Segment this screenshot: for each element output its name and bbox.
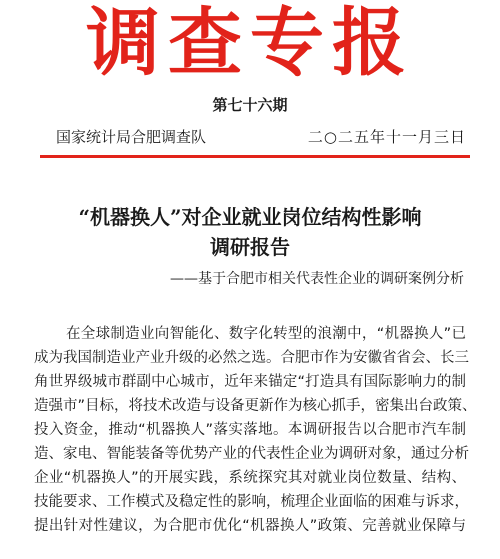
body-line: 技能要求、工作模式及稳定性的影响，梳理企业面临的困难与诉求， bbox=[34, 494, 469, 510]
body-line: 成为我国制造业产业升级的必然之选。合肥市作为安徽省省会、长三 bbox=[34, 350, 469, 366]
body-line: 角世界级城市群副中心城市，近年来锚定“打造具有国际影响力的制 bbox=[34, 374, 466, 390]
body-line: 提出针对性建议，为合肥市优化“机器换人”政策、完善就业保障与 bbox=[34, 518, 466, 534]
report-title-line-2: 调研报告 bbox=[210, 235, 290, 259]
report-title-line-1: “机器换人”对企业就业岗位结构性影响 bbox=[78, 205, 422, 229]
body-line: 企业“机器换人”的开展实践，系统探究其对就业岗位数量、结构、 bbox=[34, 470, 466, 486]
body-line: 造、家电、智能装备等优势产业的代表性企业为调研对象，通过分析 bbox=[34, 446, 469, 462]
red-divider-rule bbox=[40, 155, 470, 158]
body-line: 造强市”目标，将技术改造与设备更新作为核心抓手，密集出台政策、 bbox=[34, 398, 477, 414]
issue-date: 二○二五年十一月三日 bbox=[307, 128, 466, 146]
masthead-title: 调查专报 bbox=[86, 0, 414, 86]
body-line: 投入资金，推动“机器换人”落实落地。本调研报告以合肥市汽车制 bbox=[34, 422, 466, 438]
report-body bbox=[34, 322, 477, 538]
issue-number: 第七十六期 bbox=[212, 96, 288, 114]
body-line: 在全球制造业向智能化、数字化转型的浪潮中，“机器换人”已 bbox=[66, 326, 466, 342]
report-subtitle: ——基于合肥市相关代表性企业的调研案例分析 bbox=[170, 271, 464, 287]
issuing-organization: 国家统计局合肥调查队 bbox=[56, 128, 207, 146]
